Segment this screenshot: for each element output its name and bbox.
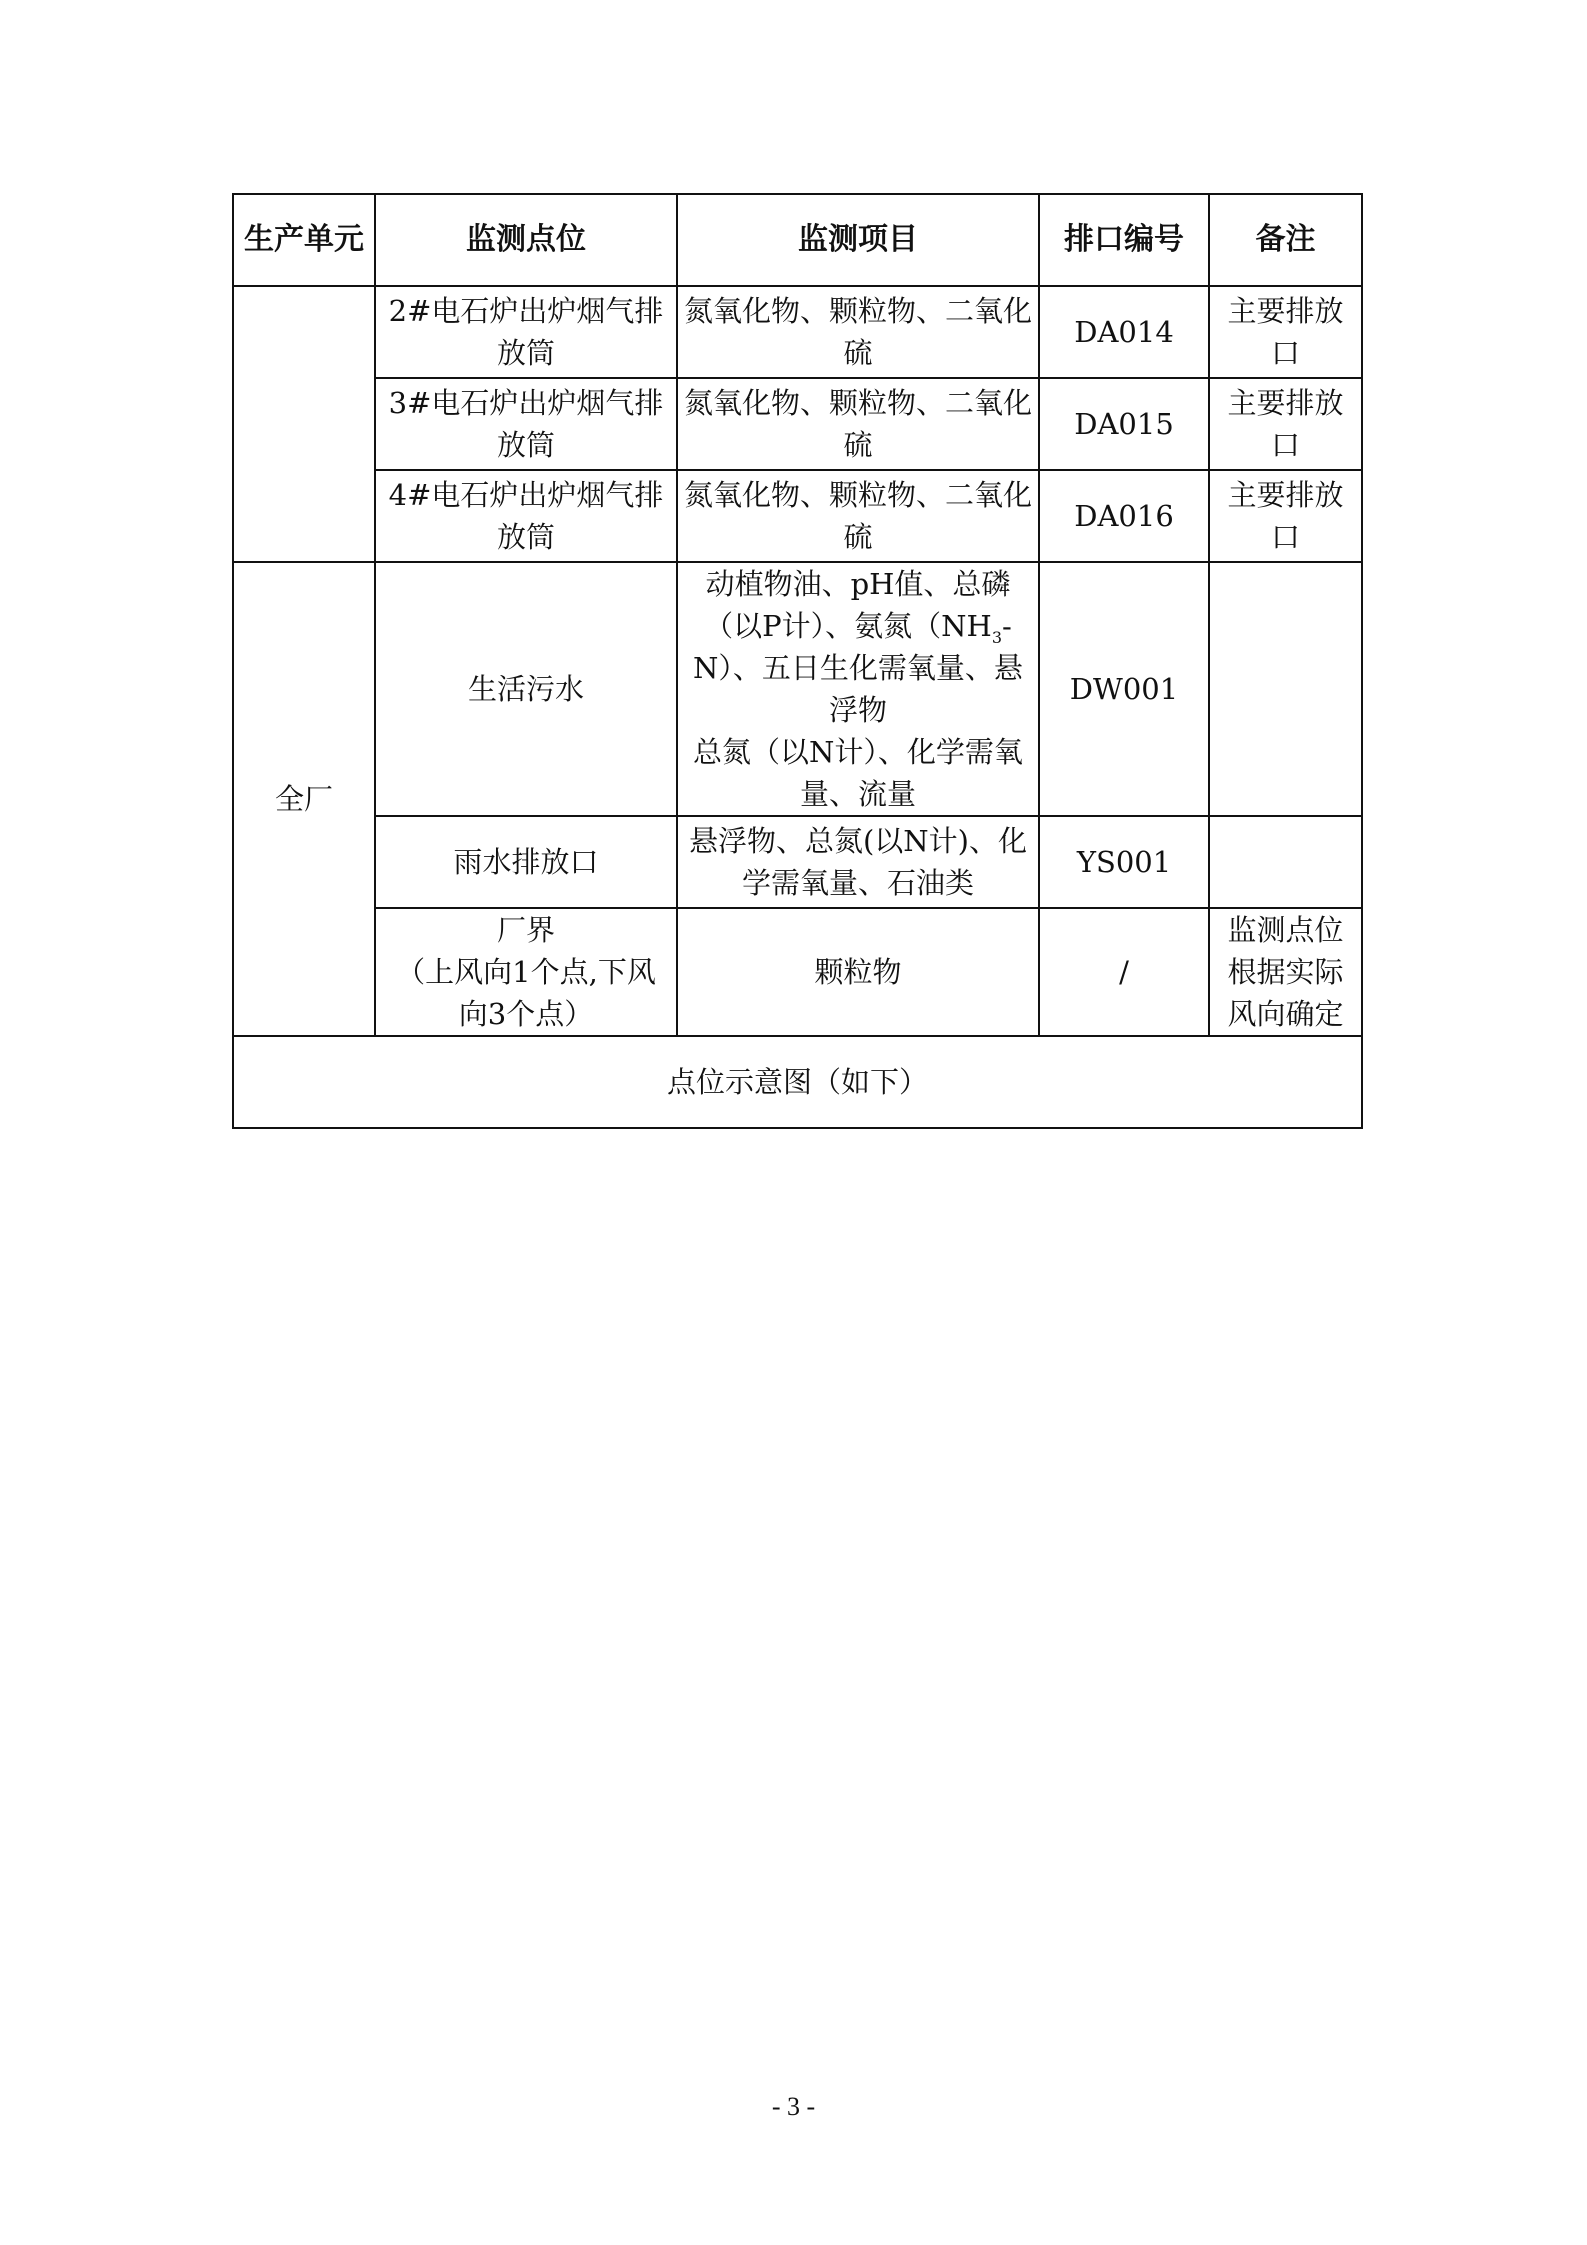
items-text: 动植物油、pH值、总磷（以P计）、氨氮（NH	[704, 567, 1011, 643]
table-row	[233, 816, 1362, 908]
code-cell: YS001	[1039, 816, 1209, 908]
header-outlet-code: 排口编号	[1039, 194, 1209, 286]
point-cell	[375, 908, 677, 1036]
point-cell: 3#电石炉出炉烟气排放筒	[375, 378, 677, 470]
table-header-row	[233, 194, 1362, 286]
table-row	[233, 908, 1362, 1036]
table-row	[233, 470, 1362, 562]
point-line: 厂界	[496, 913, 555, 947]
code-cell: DA015	[1039, 378, 1209, 470]
note-cell: 主要排放口	[1209, 470, 1362, 562]
code-cell: DW001	[1039, 562, 1209, 816]
unit-cell-whole-plant: 全厂	[233, 562, 375, 1036]
items-cell	[677, 562, 1039, 816]
items-cell: 氮氧化物、颗粒物、二氧化硫	[677, 378, 1039, 470]
diagram-caption: 点位示意图（如下）	[233, 1036, 1362, 1128]
unit-cell-empty	[233, 286, 375, 562]
point-line: （上风向1个点,下风向3个点）	[396, 955, 656, 1031]
point-cell: 生活污水	[375, 562, 677, 816]
header-monitoring-point: 监测点位	[375, 194, 677, 286]
table-row	[233, 286, 1362, 378]
note-cell	[1209, 562, 1362, 816]
point-cell: 2#电石炉出炉烟气排放筒	[375, 286, 677, 378]
items-cell: 悬浮物、总氮(以N计)、化学需氧量、石油类	[677, 816, 1039, 908]
point-cell: 雨水排放口	[375, 816, 677, 908]
table-row	[233, 562, 1362, 816]
table-footer-row	[233, 1036, 1362, 1128]
items-cell: 氮氧化物、颗粒物、二氧化硫	[677, 286, 1039, 378]
monitoring-table	[232, 193, 1363, 1129]
items-line	[684, 563, 1032, 731]
header-remarks: 备注	[1209, 194, 1362, 286]
note-cell: 主要排放口	[1209, 286, 1362, 378]
table-row	[233, 378, 1362, 470]
note-cell: 主要排放口	[1209, 378, 1362, 470]
page-number: - 3 -	[771, 2092, 816, 2121]
items-text: -N）、五日生化需氧量、悬浮物	[693, 609, 1023, 727]
code-cell: DA014	[1039, 286, 1209, 378]
code-cell: DA016	[1039, 470, 1209, 562]
point-cell: 4#电石炉出炉烟气排放筒	[375, 470, 677, 562]
header-production-unit: 生产单元	[233, 194, 375, 286]
items-cell: 颗粒物	[677, 908, 1039, 1036]
items-cell: 氮氧化物、颗粒物、二氧化硫	[677, 470, 1039, 562]
header-monitoring-items: 监测项目	[677, 194, 1039, 286]
subscript: 3	[991, 627, 1003, 647]
code-cell: /	[1039, 908, 1209, 1036]
note-cell	[1209, 816, 1362, 908]
items-line: 总氮（以N计）、化学需氧量、流量	[693, 735, 1023, 811]
note-cell: 监测点位根据实际风向确定	[1209, 908, 1362, 1036]
